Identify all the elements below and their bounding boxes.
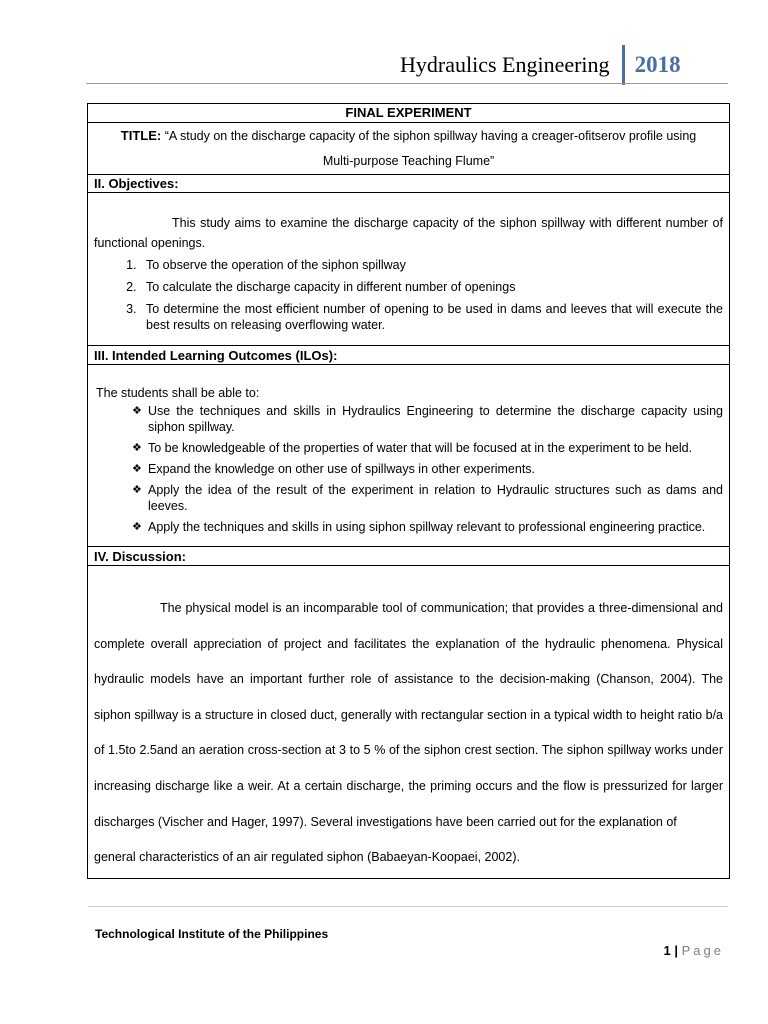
ilos-intro: The students shall be able to: — [96, 386, 260, 400]
header-year: 2018 — [634, 52, 681, 77]
final-experiment-heading: FINAL EXPERIMENT — [345, 105, 472, 120]
footer-rule — [88, 906, 728, 907]
list-item: 1. To observe the operation of the siphon spillway — [140, 257, 723, 273]
ilos-cell — [88, 365, 730, 547]
list-item: ❖ Apply the techniques and skills in using siphon spillway relevant to professional engineering practice. — [132, 520, 706, 534]
objectives-cell — [88, 193, 730, 346]
ilos-heading-cell — [88, 346, 730, 365]
table-heading-cell — [88, 104, 730, 123]
header-rule — [86, 83, 728, 84]
ilos-heading: III. Intended Learning Outcomes (ILOs): — [94, 348, 338, 363]
objectives-intro: This study aims to examine the discharge capacity of the siphon spillway with different number of functional openings. — [94, 216, 723, 250]
discussion-paragraph: The physical model is an incomparable tool of communication; that provides a three-dimensional and complete overall appreciation of project and facilitates the explanation of the hydraulic phenomena. Physical hydraulic models have an important further role of assistance to the decision-making (Chanson, 2004). The siphon spillway is a structure in closed duct, generally with rectangular section in a typical width to height ratio b/a of 1.5to 2.5and an aeration cross-section at 3 to 5 % of the siphon crest section. The siphon spillway works under increasing discharge like a weir. At a certain discharge, the priming occurs and the flow is pressurized for larger discharges (Vischer and Hager, 1997). Several investigations have been carried out for the explanation of — [94, 601, 723, 829]
list-item: ❖ To be knowledgeable of the properties of water that will be focused at in the experiment to be held. — [132, 441, 693, 455]
diamond-bullet-icon: ❖ — [132, 484, 142, 496]
page-word: Page — [681, 943, 724, 958]
list-item: 2. To calculate the discharge capacity in different number of openings — [140, 279, 723, 295]
title-label: TITLE: — [120, 128, 162, 143]
diamond-bullet-icon: ❖ — [132, 463, 142, 475]
diamond-bullet-icon: ❖ — [132, 405, 142, 417]
header-title: Hydraulics Engineering — [400, 52, 610, 77]
discussion-last-line: general characteristics of an air regulated siphon (Babaeyan-Koopaei, 2002). — [94, 850, 520, 865]
list-item: ❖ Use the techniques and skills in Hydraulics Engineering to determine the discharge capacity using siphon spillway. — [132, 404, 723, 434]
discussion-cell — [88, 566, 730, 879]
footer-institution: Technological Institute of the Philippines — [95, 927, 329, 941]
page-header — [400, 44, 681, 86]
page-separator: | — [674, 943, 678, 958]
diamond-bullet-icon: ❖ — [132, 521, 142, 533]
title-text: “A study on the discharge capacity of the siphon spillway having a creager-ofitserov profile using Multi-purpose Teaching Flume” — [164, 129, 697, 168]
objectives-list — [94, 257, 723, 333]
experiment-table — [87, 103, 730, 879]
objectives-heading-cell — [88, 175, 730, 193]
title-cell — [88, 123, 730, 175]
list-item: ❖ Expand the knowledge on other use of spillways in other experiments. — [132, 462, 536, 476]
ilos-list — [94, 403, 723, 535]
footer-page-number — [664, 943, 725, 958]
discussion-heading: IV. Discussion: — [94, 549, 186, 564]
objectives-heading: II. Objectives: — [94, 176, 179, 191]
list-item: ❖ Apply the idea of the result of the experiment in relation to Hydraulic structures such as dams and leeves. — [132, 483, 723, 513]
page-number: 1 — [663, 943, 671, 958]
list-item: 3. To determine the most efficient number of opening to be used in dams and leeves that will execute the best results on releasing overflowing water. — [140, 301, 723, 333]
diamond-bullet-icon: ❖ — [132, 442, 142, 454]
discussion-heading-cell — [88, 547, 730, 566]
